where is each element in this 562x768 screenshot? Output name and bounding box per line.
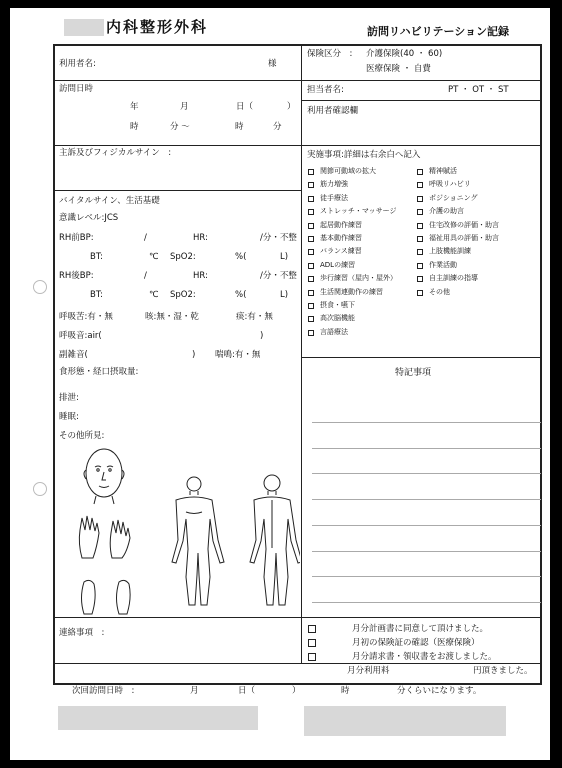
punch-hole	[33, 280, 47, 294]
item-label: 介護の助言	[429, 207, 464, 216]
record-sheet	[10, 8, 550, 760]
rh-after-bp-label: RH後BP:	[59, 271, 94, 281]
honorific: 様	[268, 59, 277, 69]
spo2-label: SpO2:	[170, 252, 196, 262]
consciousness-label: 意識レベル:JCS	[59, 213, 119, 223]
item-checkbox[interactable]	[417, 223, 423, 229]
item-checkbox[interactable]	[308, 169, 314, 175]
form-title: 訪問リハビリテーション記録	[367, 25, 510, 38]
item-checkbox[interactable]	[308, 276, 314, 282]
item-label: 自主訓練の指導	[429, 274, 478, 283]
item-label: 筋力増強	[320, 180, 348, 189]
month-label: 月	[180, 102, 189, 112]
item-checkbox[interactable]	[417, 169, 423, 175]
insurance-option-care: 介護保険(40 ・ 60)	[366, 49, 443, 59]
next-tail-label: 分くらいになります。	[397, 686, 482, 696]
body-diagram[interactable]	[64, 440, 300, 616]
notes-label: 特記事項	[395, 368, 432, 378]
item-checkbox[interactable]	[308, 196, 314, 202]
body-front-diagram	[172, 477, 224, 605]
item-label: 作業活動	[429, 260, 457, 269]
item-label: ストレッチ・マッサージ	[320, 207, 397, 216]
item-checkbox[interactable]	[308, 223, 314, 229]
percent-label: %(	[235, 252, 247, 262]
item-label: 基本動作練習	[320, 234, 362, 242]
rule	[53, 190, 301, 191]
next-visit-label: 次回訪問日時 :	[72, 686, 135, 696]
item-checkbox[interactable]	[417, 236, 423, 242]
celsius-unit: ℃	[149, 252, 159, 262]
slash: /	[144, 271, 147, 281]
frame-left	[53, 44, 55, 685]
appetite-label: 食形態・経口摂取量:	[59, 367, 139, 377]
rule	[301, 100, 541, 101]
check-plan-consent[interactable]	[308, 625, 316, 633]
next-day-label: 日（	[238, 686, 256, 696]
item-label: 関節可動域の拡大	[320, 167, 376, 175]
item-label: ポジショニング	[429, 193, 478, 202]
rule	[53, 617, 541, 618]
slash: /	[144, 233, 147, 243]
staff-types: PT ・ OT ・ ST	[448, 85, 509, 95]
item-label: その他	[429, 287, 450, 296]
sputum-label: 痰:有・無	[236, 312, 273, 322]
feet-diagram	[82, 580, 131, 614]
item-checkbox[interactable]	[308, 182, 314, 188]
item-checkbox[interactable]	[308, 290, 314, 296]
item-label: 精神賦活	[429, 167, 457, 175]
paren-close: )	[260, 331, 264, 341]
item-label: 徒手療法	[320, 193, 348, 202]
vitals-label: バイタルサイン、生活基礎	[59, 196, 160, 206]
rule	[53, 145, 301, 146]
item-checkbox[interactable]	[417, 196, 423, 202]
complaint-label: 主訴及びフィジカルサイン :	[59, 148, 172, 158]
celsius-unit: ℃	[149, 290, 159, 300]
item-label: 住宅改修の評価・助言	[429, 220, 499, 229]
received-label: 円頂きました。	[473, 666, 533, 676]
usage-fee-label: 月分利用料	[347, 666, 390, 676]
item-checkbox[interactable]	[417, 209, 423, 215]
wheeze-label: 喘鳴:有・無	[215, 350, 261, 360]
percent-label: %(	[235, 290, 247, 300]
redacted-block	[58, 706, 258, 730]
minute-label: 分	[273, 122, 282, 132]
check-plan-text: 月分計画書に同意して頂けました。	[352, 624, 489, 634]
item-label: 福祉用具の評価・助言	[429, 234, 499, 242]
hour-label: 時	[130, 122, 139, 132]
per-minute-label: /分・不整	[260, 271, 297, 281]
item-checkbox[interactable]	[417, 249, 423, 255]
hr-label: HR:	[193, 271, 208, 281]
frame-top	[53, 44, 541, 46]
item-checkbox[interactable]	[308, 249, 314, 255]
item-label: 生活関連動作の練習	[320, 287, 383, 296]
note-line	[312, 499, 541, 500]
frame-right	[540, 44, 542, 685]
item-checkbox[interactable]	[417, 182, 423, 188]
check-insurance-card[interactable]	[308, 639, 316, 647]
note-line	[312, 422, 541, 423]
frame-bottom	[53, 683, 541, 685]
staff-label: 担当者名:	[307, 85, 344, 95]
item-label: 摂食・嚥下	[320, 301, 355, 309]
bt-label: BT:	[90, 252, 103, 262]
rh-before-bp-label: RH前BP:	[59, 233, 94, 243]
item-checkbox[interactable]	[308, 236, 314, 242]
face-diagram	[84, 449, 124, 504]
note-line	[312, 473, 541, 474]
clinic-title: 内科整形外科	[106, 18, 209, 36]
confirm-label: 利用者確認欄	[307, 106, 359, 116]
liter-label: L)	[280, 290, 289, 300]
insurance-label: 保険区分 :	[307, 49, 353, 59]
note-line	[312, 576, 541, 577]
item-label: 上肢機能訓練	[429, 247, 471, 256]
item-label: 呼吸リハビリ	[429, 180, 471, 189]
adventitious-label: 副雑音(	[59, 350, 88, 360]
rule	[53, 663, 541, 664]
next-hour-label: 時	[341, 686, 350, 696]
day-label: 日（	[236, 102, 254, 112]
hands-diagram	[79, 516, 130, 558]
year-label: 年	[130, 102, 139, 112]
item-label: 言語療法	[320, 327, 348, 336]
paren-close: ）	[287, 102, 296, 112]
redacted-clinic-name	[64, 19, 104, 36]
item-checkbox[interactable]	[308, 209, 314, 215]
check-insurance-text: 月初の保険証の確認（医療保険）	[352, 638, 480, 648]
item-checkbox[interactable]	[308, 263, 314, 269]
redacted-block	[304, 706, 506, 736]
item-checkbox[interactable]	[417, 290, 423, 296]
insurance-option-medical: 医療保険 ・ 自費	[366, 64, 431, 74]
item-label: ADLの練習	[320, 260, 356, 269]
check-invoice[interactable]	[308, 653, 316, 661]
hr-label: HR:	[193, 233, 208, 243]
items-label: 実施事項:詳細は右余白へ記入	[307, 150, 421, 160]
item-label: バランス練習	[320, 247, 362, 256]
column-divider	[301, 44, 302, 664]
rule	[301, 357, 541, 358]
next-month-label: 月	[190, 686, 199, 696]
item-checkbox[interactable]	[417, 276, 423, 282]
hour-label: 時	[235, 122, 244, 132]
item-label: 起居動作練習	[320, 220, 362, 229]
body-back-diagram	[250, 475, 300, 605]
note-line	[312, 448, 541, 449]
patient-name-label: 利用者名:	[59, 59, 96, 69]
item-label: 高次脳機能	[320, 314, 355, 323]
other-findings-label: その他所見:	[59, 431, 105, 441]
sleep-label: 睡眠:	[59, 412, 79, 422]
paren-close: )	[192, 350, 196, 360]
note-line	[312, 602, 541, 603]
item-checkbox[interactable]	[308, 316, 314, 322]
excretion-label: 排泄:	[59, 393, 79, 403]
item-checkbox[interactable]	[417, 263, 423, 269]
check-invoice-text: 月分請求書・領収書をお渡しました。	[352, 652, 497, 662]
note-line	[312, 551, 541, 552]
paren-close: ）	[292, 686, 301, 696]
breath-label: 呼吸苦:有・無	[59, 312, 113, 322]
rule	[301, 80, 541, 81]
breath-sound-label: 呼吸音:air(	[59, 331, 102, 341]
item-checkbox[interactable]	[308, 330, 314, 336]
bt-label: BT:	[90, 290, 103, 300]
rule	[53, 80, 301, 81]
liter-label: L)	[280, 252, 289, 262]
item-label: 歩行練習（屋内・屋外）	[320, 274, 397, 283]
note-line	[312, 525, 541, 526]
item-checkbox[interactable]	[308, 303, 314, 309]
visit-date-label: 訪問日時	[59, 84, 94, 94]
punch-hole	[33, 482, 47, 496]
spo2-label: SpO2:	[170, 290, 196, 300]
rule	[301, 145, 541, 146]
contact-label: 連絡事項 :	[59, 628, 105, 638]
minute-from-label: 分 〜	[170, 122, 190, 132]
cough-label: 咳:無・湿・乾	[145, 312, 199, 322]
per-minute-label: /分・不整	[260, 233, 297, 243]
